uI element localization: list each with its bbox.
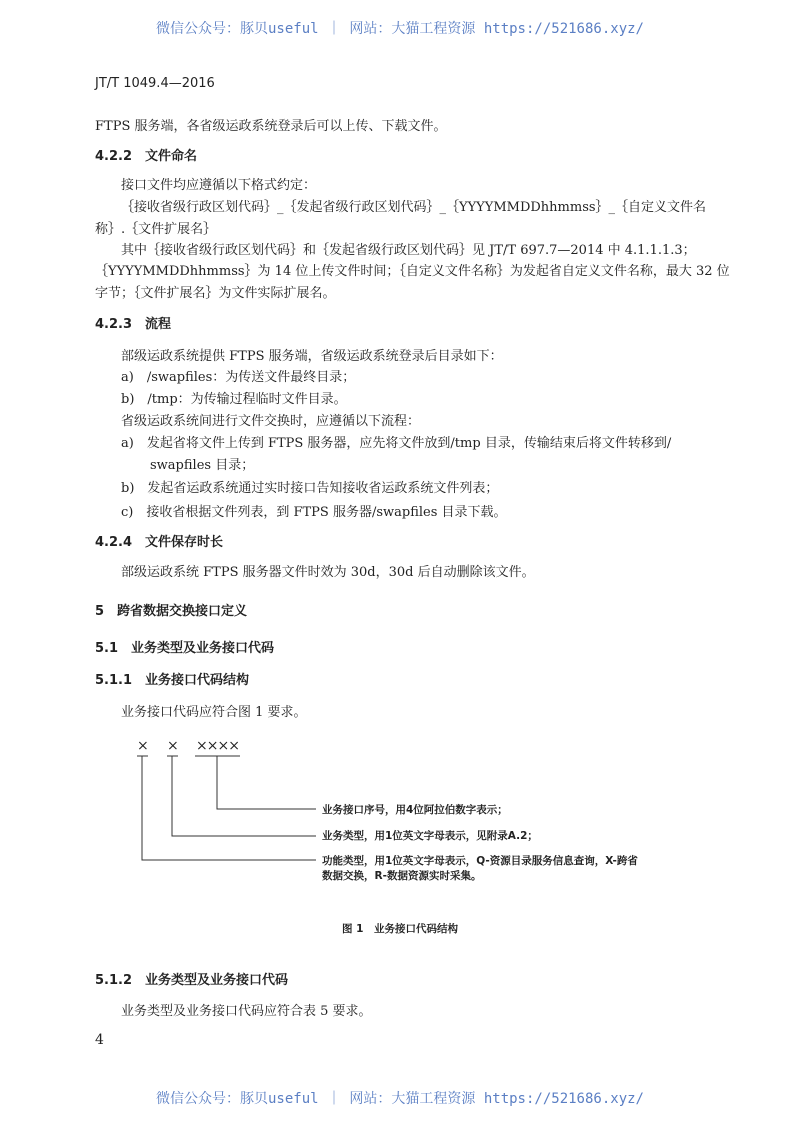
paragraph: 部级运政系统提供 FTPS 服务端，省级运政系统登录后目录如下： — [121, 349, 503, 364]
figure-caption: 图 1 业务接口代码结构 — [342, 923, 458, 935]
list-item: b) /tmp：为传输过程临时文件目录。 — [121, 392, 347, 407]
paragraph: 部级运政系统 FTPS 服务器文件时效为 30d，30d 后自动删除该文件。 — [121, 565, 535, 580]
list-item: swapfiles 目录； — [150, 458, 255, 473]
section-heading: 5.1 业务类型及业务接口代码 — [95, 641, 275, 656]
paragraph: 称｝.｛文件扩展名｝ — [95, 222, 217, 237]
paragraph: ｛接收省级行政区划代码｝_｛发起省级行政区划代码｝_｛YYYYMMDDhhmmss｝_｛自定义文件名 — [121, 200, 707, 215]
standard-number: JT/T 1049.4—2016 — [95, 76, 215, 91]
figure-symbol: ×××× — [196, 738, 239, 754]
watermark-header: 微信公众号：豚贝useful ｜ 网站：大猫工程资源 https://521686.xyz/ — [155, 21, 644, 37]
list-item: a) /swapfiles：为传送文件最终目录； — [121, 370, 356, 385]
section-heading: 5.1.2 业务类型及业务接口代码 — [95, 973, 289, 988]
page-number: 4 — [95, 1032, 104, 1048]
list-item: a) 发起省将文件上传到 FTPS 服务器，应先将文件放到/tmp 目录，传输结束后将文件转移到/ — [121, 436, 672, 451]
paragraph: 接口文件均应遵循以下格式约定： — [121, 178, 317, 193]
figure-symbol: × — [137, 738, 149, 754]
section-heading: 5.1.1 业务接口代码结构 — [95, 673, 250, 688]
paragraph: 其中｛接收省级行政区划代码｝和｛发起省级行政区划代码｝见 JT/T 697.7—2014 中 4.1.1.1.3； — [121, 243, 696, 258]
figure-label: 数据交换，R-数据资源实时采集。 — [322, 870, 482, 882]
watermark-footer: 微信公众号：豚贝useful ｜ 网站：大猫工程资源 https://521686.xyz/ — [155, 1091, 644, 1107]
list-item: b) 发起省运政系统通过实时接口告知接收省运政系统文件列表； — [121, 481, 499, 496]
list-item: c) 接收省根据文件列表，到 FTPS 服务器/swapfiles 目录下载。 — [121, 505, 507, 520]
section-heading: 4.2.2 文件命名 — [95, 149, 198, 164]
figure-label: 业务类型，用1位英文字母表示，见附录A.2； — [322, 830, 538, 842]
paragraph: ｛YYYYMMDDhhmmss｝为 14 位上传文件时间；｛自定义文件名称｝为发起省自定义文件名称，最大 32 位 — [95, 264, 730, 279]
paragraph: 业务类型及业务接口代码应符合表 5 要求。 — [121, 1004, 372, 1019]
paragraph: 省级运政系统间进行文件交换时，应遵循以下流程： — [121, 414, 421, 429]
paragraph: FTPS 服务端，各省级运政系统登录后可以上传、下载文件。 — [95, 119, 447, 134]
figure-symbol: × — [167, 738, 179, 754]
section-heading: 5 跨省数据交换接口定义 — [95, 604, 248, 619]
section-heading: 4.2.4 文件保存时长 — [95, 535, 224, 550]
figure-label: 功能类型，用1位英文字母表示，Q-资源目录服务信息查询，X-跨省 — [322, 855, 638, 867]
paragraph: 业务接口代码应符合图 1 要求。 — [121, 705, 307, 720]
figure-label: 业务接口序号，用4位阿拉伯数字表示； — [322, 804, 508, 816]
paragraph: 字节；｛文件扩展名｝为文件实际扩展名。 — [95, 286, 336, 301]
section-heading: 4.2.3 流程 — [95, 317, 172, 332]
